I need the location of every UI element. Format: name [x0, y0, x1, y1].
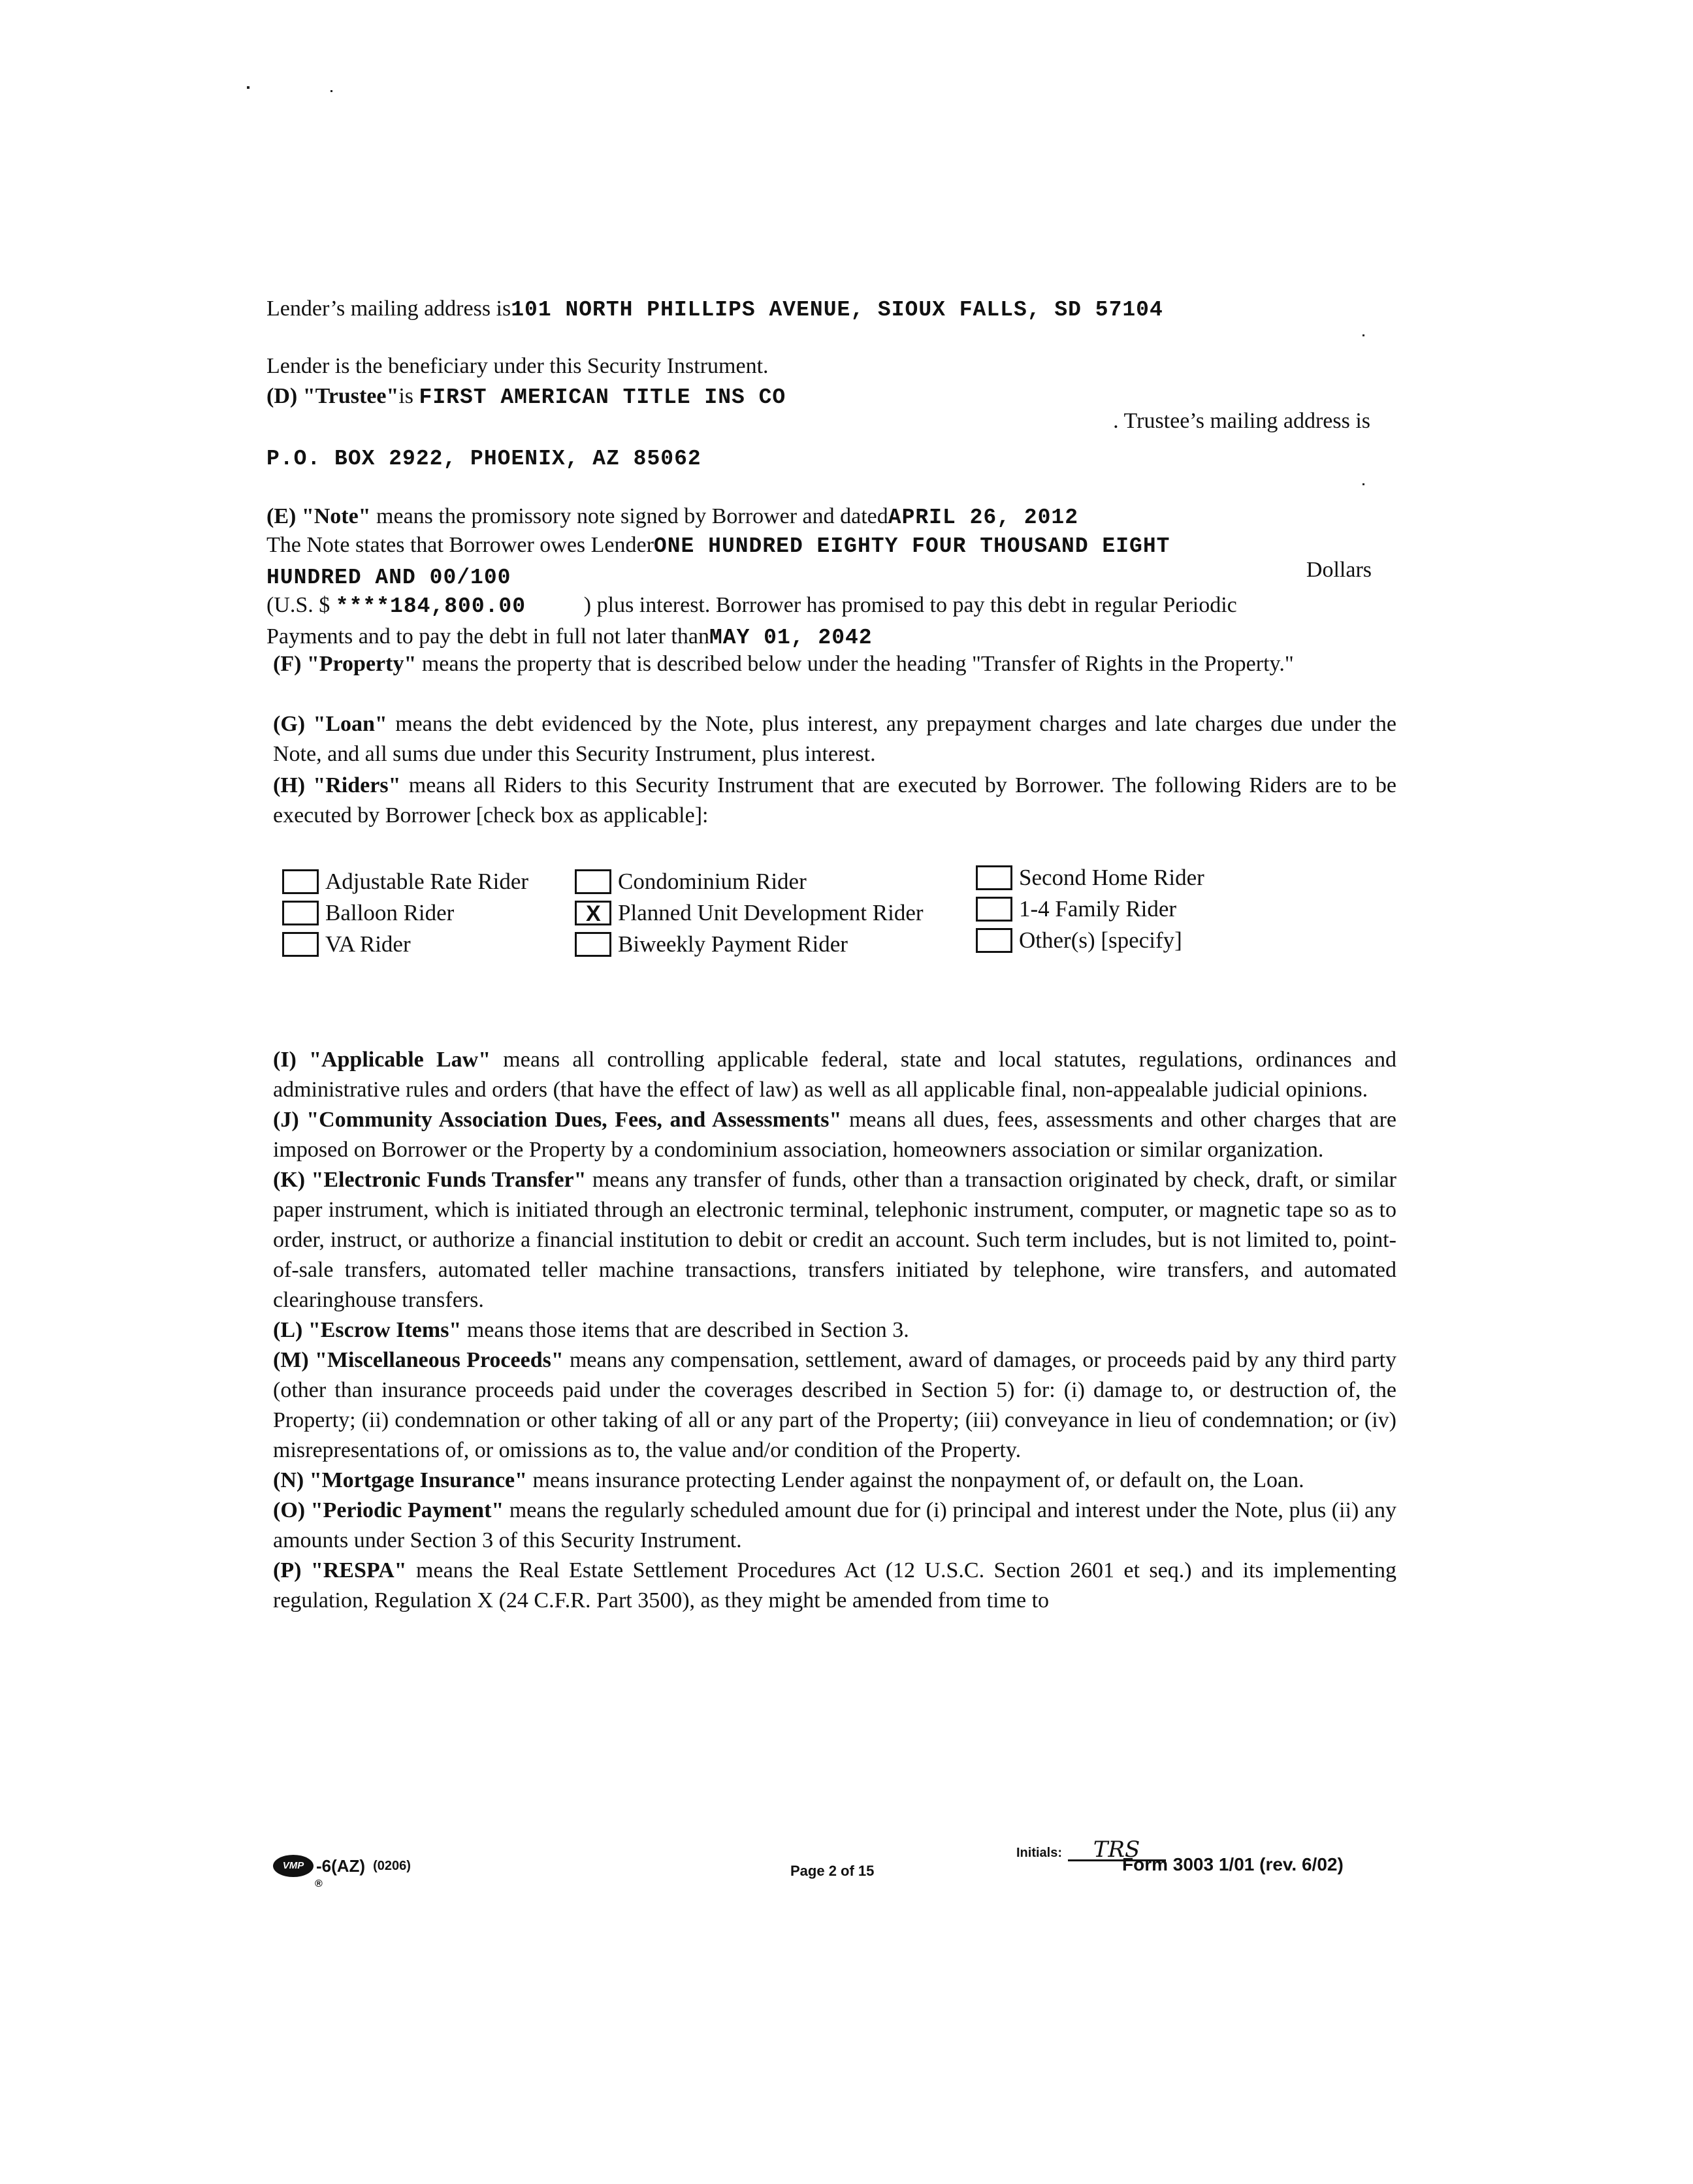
lender-address-line	[266, 294, 1163, 325]
scan-speck	[1362, 483, 1364, 485]
lender-address: 101 NORTH PHILLIPS AVENUE, SIOUX FALLS, SD 57104	[511, 298, 1163, 322]
note-maturity: MAY 01, 2042	[709, 626, 873, 650]
definition-respa	[273, 1556, 1396, 1616]
rider-second-home[interactable]	[976, 862, 1204, 893]
rider-1-4-family[interactable]	[976, 893, 1176, 925]
definition-text: means any compensation, settlement, award of damages, or proceeds paid by any third party (other than insurance proceeds paid under the coverages described in Section 5) for: (i) damage to, or destruction of, the Property; (ii) condemnation or other taking of all or any part of the Property; (iii) conveyance in lieu of condemnation; or (iv) misrepresentations of, or omissions as to, the value and/or condition of the Property.	[273, 1348, 1396, 1462]
rider-others[interactable]	[976, 925, 1182, 956]
checkbox[interactable]	[976, 897, 1012, 922]
definitions-list	[273, 1045, 1396, 1616]
checkbox[interactable]	[282, 869, 319, 894]
scan-speck	[1362, 334, 1364, 336]
note-text-3: ) plus interest. Borrower has promised to pay this debt in regular Periodic	[583, 593, 1237, 617]
vmp-logo-icon: VMP	[273, 1855, 314, 1877]
note-text-4: Payments and to pay the debt in full not later than	[266, 624, 709, 649]
checkbox-checked[interactable]	[575, 901, 611, 925]
note-us-prefix: (U.S. $	[266, 593, 331, 617]
definition-text: means the property that is described below under the heading "Transfer of Rights in the Property."	[421, 652, 1294, 676]
checkbox[interactable]	[976, 928, 1012, 953]
definition-text: means all Riders to this Security Instrument that are executed by Borrower. The following Riders are to be executed by Borrower [check box as applicable]:	[273, 773, 1397, 827]
rider-biweekly-payment[interactable]	[575, 929, 848, 960]
checkbox[interactable]	[282, 932, 319, 957]
definition-loan	[273, 709, 1396, 769]
rider-label: Balloon Rider	[325, 900, 455, 925]
note-label: (E) "Note"	[266, 504, 371, 528]
rider-label: Second Home Rider	[1019, 865, 1204, 890]
rider-label: Biweekly Payment Rider	[618, 931, 848, 957]
trustee-is: is	[398, 384, 414, 408]
registered-mark: ®	[315, 1878, 323, 1889]
checkbox[interactable]	[282, 901, 319, 925]
definition-text: means those items that are described in Section 3.	[466, 1318, 909, 1342]
initials-signature: TRS	[1068, 1840, 1166, 1861]
vmp-logo	[273, 1851, 411, 1889]
note-amount-words-1: ONE HUNDRED EIGHTY FOUR THOUSAND EIGHT	[653, 534, 1170, 558]
form-date: (0206)	[373, 1859, 411, 1873]
trustee-mailing-text: . Trustee’s mailing address is	[1113, 409, 1370, 433]
definition-text: means the debt evidenced by the Note, plus interest, any prepayment charges and late charges due under the Note, and all sums due under this Security Instrument, plus interest.	[273, 712, 1396, 766]
note-line-2	[266, 530, 1170, 562]
scan-speck	[247, 86, 250, 89]
beneficiary-line: Lender is the beneficiary under this Security Instrument.	[266, 354, 769, 378]
rider-label: Condominium Rider	[618, 869, 807, 894]
rider-va[interactable]	[282, 929, 411, 960]
definition-property	[273, 649, 1396, 679]
note-line-4	[266, 590, 1237, 622]
definition-riders	[273, 771, 1396, 831]
form-code: -6(AZ)	[316, 1856, 366, 1876]
definition-label: (F) "Property"	[273, 652, 417, 676]
definition-label: (L) "Escrow Items"	[273, 1318, 462, 1342]
note-text-2: The Note states that Borrower owes Lender	[266, 533, 654, 557]
definition-text: means all dues, fees, assessments and other charges that are imposed on Borrower or the Property by a condominium association, homeowners association or similar organization.	[273, 1108, 1396, 1162]
rider-planned-unit-development[interactable]	[575, 897, 924, 929]
definition-applicable-law	[273, 1045, 1396, 1105]
rider-adjustable-rate[interactable]	[282, 866, 528, 897]
definition-label: (G) "Loan"	[273, 712, 387, 736]
rider-label: 1-4 Family Rider	[1019, 896, 1177, 922]
definition-label: (J) "Community Association Dues, Fees, and Assessments"	[273, 1108, 842, 1132]
rider-label: Adjustable Rate Rider	[325, 869, 529, 894]
definition-miscellaneous-proceeds	[273, 1345, 1396, 1466]
note-date: APRIL 26, 2012	[888, 506, 1079, 530]
definition-text: means insurance protecting Lender against the nonpayment of, or default on, the Loan.	[532, 1468, 1304, 1492]
note-line-5	[266, 622, 873, 653]
riders-checklist	[282, 866, 1301, 971]
definition-label: (K) "Electronic Funds Transfer"	[273, 1168, 587, 1192]
rider-label: Other(s) [specify]	[1019, 927, 1182, 953]
initials-label: Initials:	[1016, 1846, 1063, 1860]
trustee-address: P.O. BOX 2922, PHOENIX, AZ 85062	[266, 447, 701, 471]
trustee-label: (D) "Trustee"	[266, 384, 399, 408]
form-number: Form 3003 1/01 (rev. 6/02)	[1122, 1854, 1344, 1874]
definition-escrow-items	[273, 1315, 1396, 1345]
definition-label: (O) "Periodic Payment"	[273, 1498, 504, 1522]
definition-electronic-funds-transfer	[273, 1165, 1396, 1315]
trustee-line	[266, 381, 786, 413]
note-text-1: means the promissory note signed by Borrower and dated	[376, 504, 888, 528]
checkbox[interactable]	[976, 865, 1012, 890]
note-amount: ****184,800.00	[335, 594, 526, 618]
definition-text: means the Real Estate Settlement Procedures Act (12 U.S.C. Section 2601 et seq.) and its implementing regulation, Regulation X (24 C.F.R. Part 3500), as they might be amended from time to	[273, 1558, 1397, 1613]
check-mark: X	[586, 901, 601, 926]
definition-label: (H) "Riders"	[273, 773, 401, 797]
definition-periodic-payment	[273, 1496, 1396, 1556]
definition-label: (P) "RESPA"	[273, 1558, 407, 1582]
definition-label: (M) "Miscellaneous Proceeds"	[273, 1348, 564, 1372]
definition-label: (I) "Applicable Law"	[273, 1048, 491, 1072]
definition-text: means all controlling applicable federal, state and local statutes, regulations, ordinances and administrative rules and orders (that have the effect of law) as well as all applicable final, non-appealable judicial opinions.	[273, 1048, 1397, 1102]
page-footer	[273, 1835, 1396, 1894]
definition-text: means any transfer of funds, other than a transaction originated by check, draft, or similar paper instrument, which is initiated through an electronic terminal, telephonic instrument, computer, or magnetic tape so as to order, instruct, or authorize a financial institution to debit or credit an account. Such term includes, but is not limited to, point-of-sale transfers, automated teller machine transactions, transfers initiated by telephone, wire transfers, and automated clearinghouse transfers.	[273, 1168, 1396, 1312]
rider-balloon[interactable]	[282, 897, 454, 929]
rider-condominium[interactable]	[575, 866, 807, 897]
note-dollars: Dollars	[1306, 558, 1372, 582]
definition-community-association-dues	[273, 1105, 1396, 1165]
definition-text: means the regularly scheduled amount due for (i) principal and interest under the Note, plus (ii) any amounts under Section 3 of this Security Instrument.	[273, 1498, 1396, 1552]
note-line-1	[266, 502, 1078, 533]
checkbox[interactable]	[575, 932, 611, 957]
trustee-name: FIRST AMERICAN TITLE INS CO	[419, 385, 786, 410]
checkbox[interactable]	[575, 869, 611, 894]
note-amount-words-2: HUNDRED AND 00/100	[266, 566, 511, 590]
page-number: Page 2 of 15	[790, 1863, 875, 1879]
lender-address-prefix: Lender’s mailing address is	[266, 297, 511, 321]
scan-speck	[331, 90, 332, 92]
definition-mortgage-insurance	[273, 1466, 1396, 1496]
definition-label: (N) "Mortgage Insurance"	[273, 1468, 528, 1492]
rider-label: Planned Unit Development Rider	[618, 900, 924, 925]
rider-label: VA Rider	[325, 931, 411, 957]
